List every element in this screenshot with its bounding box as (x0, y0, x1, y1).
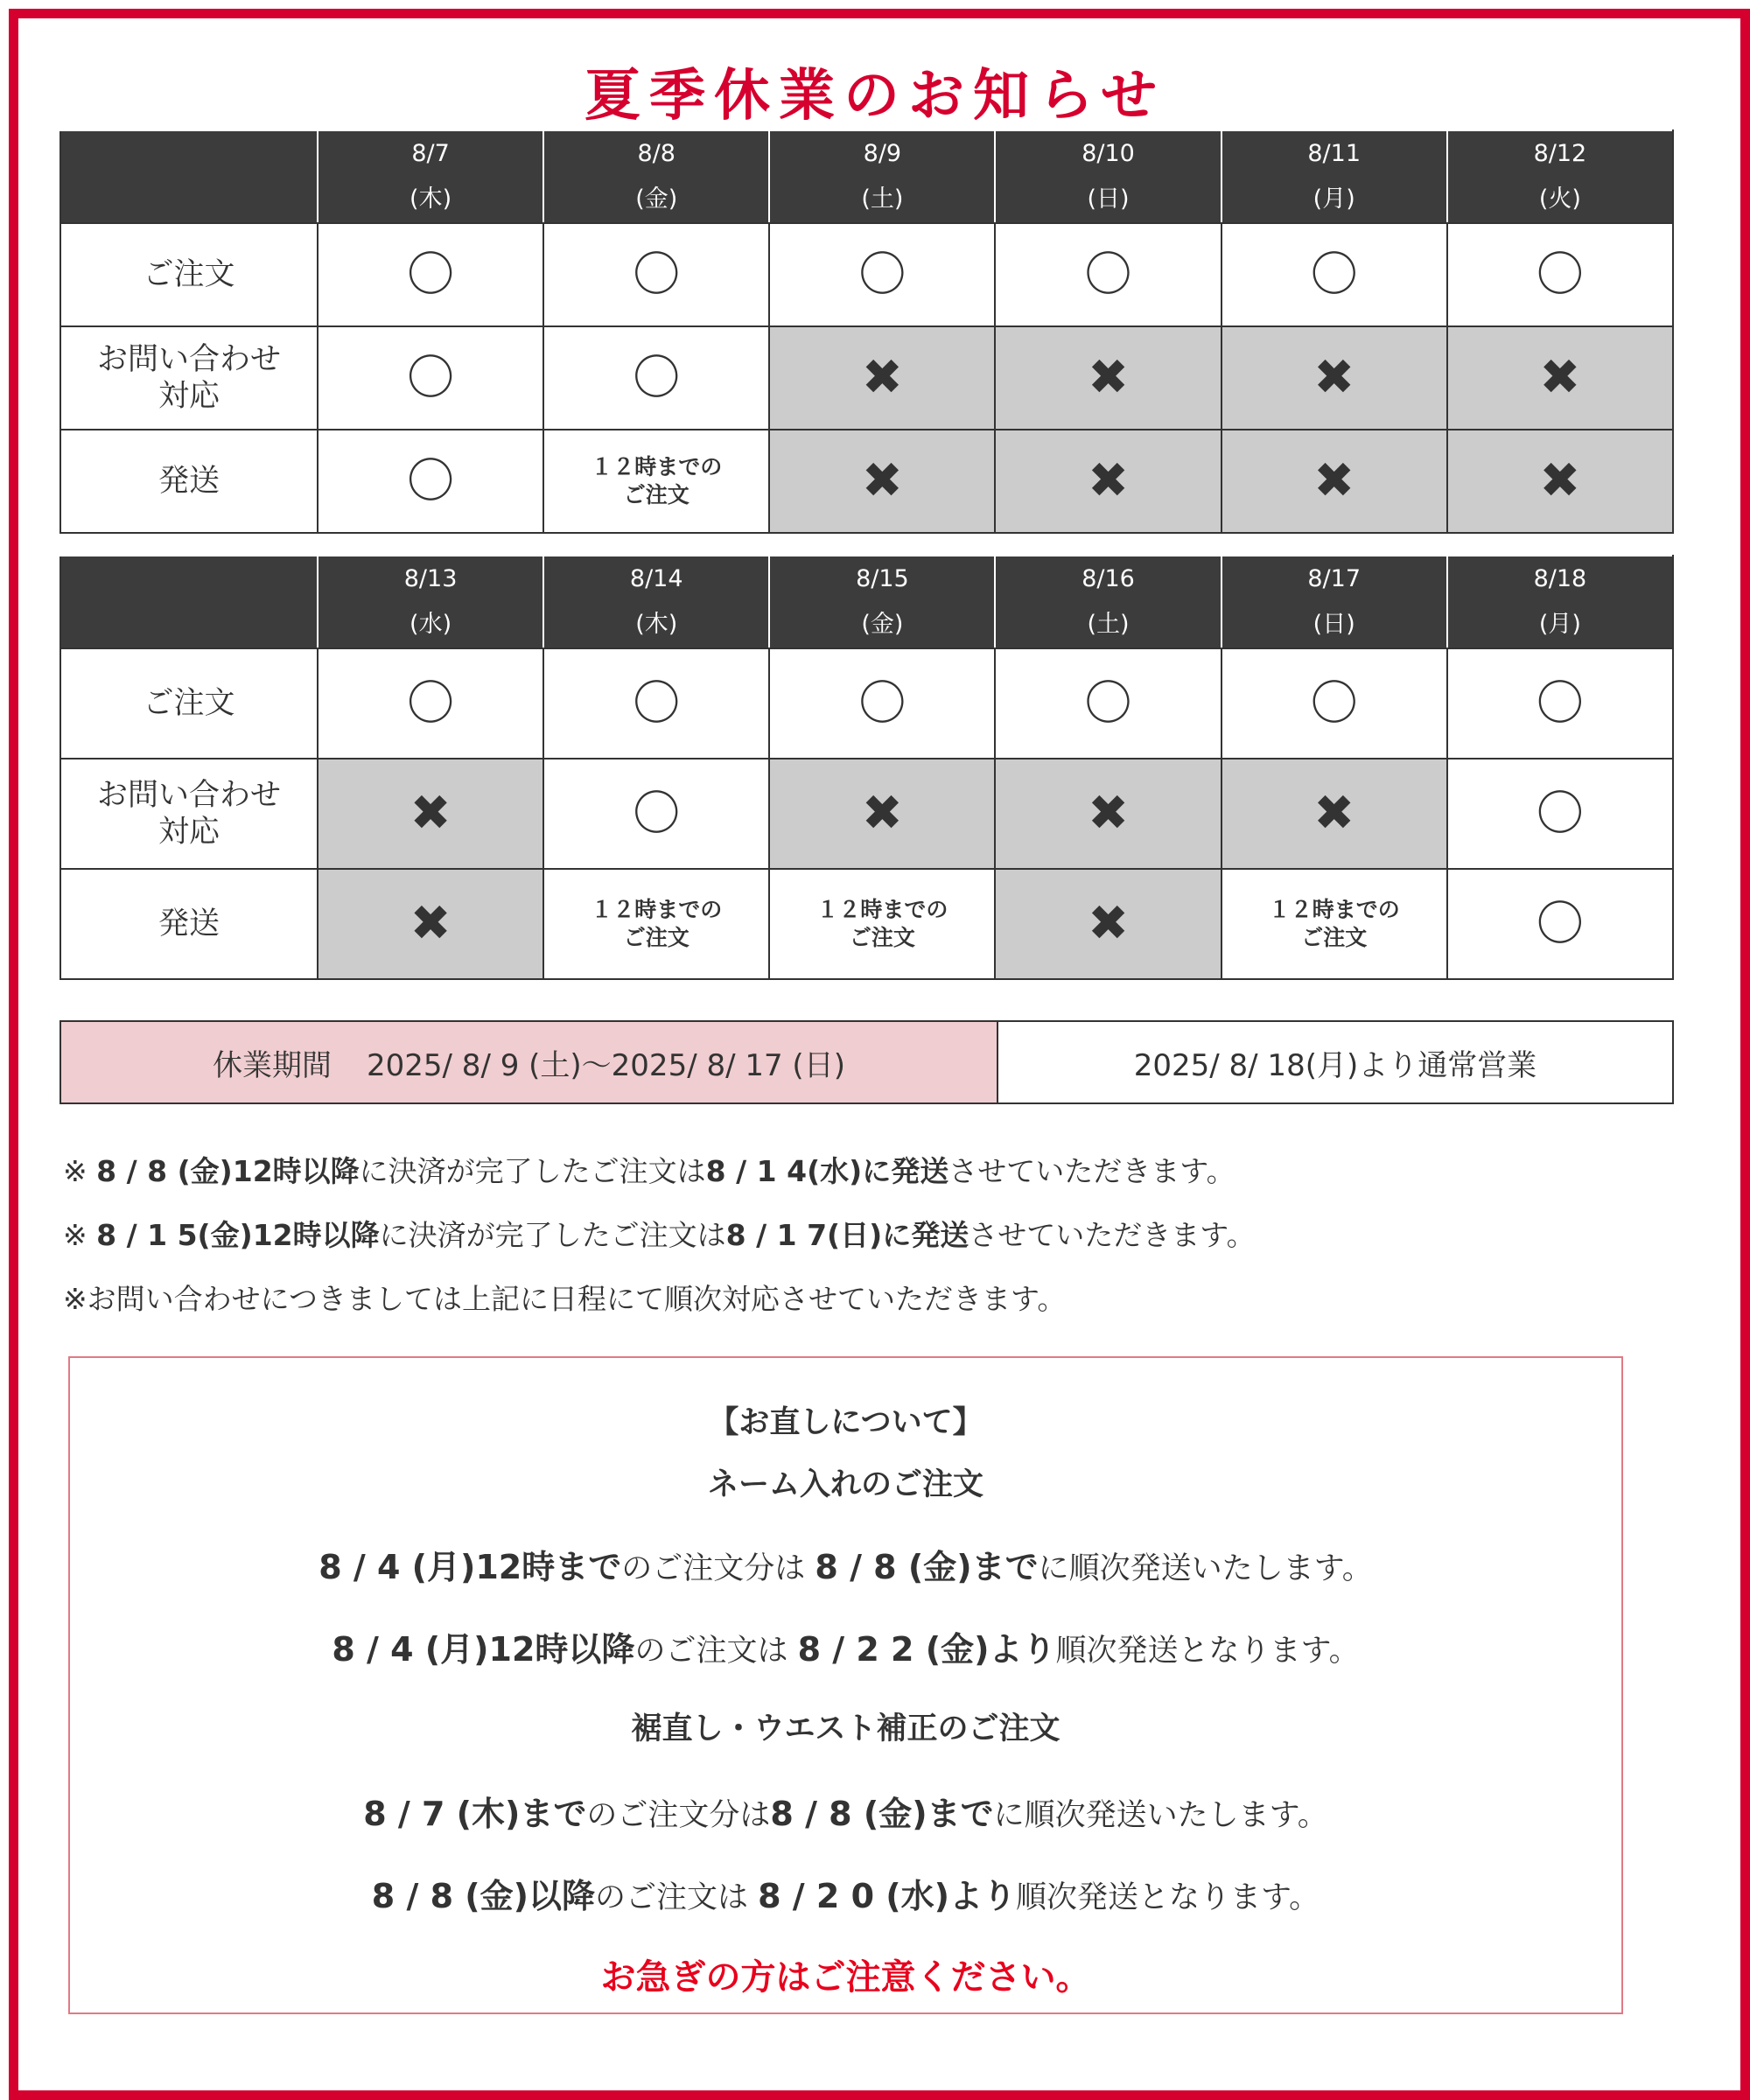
cross-mark-icon: ✖ (1313, 452, 1355, 509)
row-label-shipping: 発送 (60, 869, 318, 979)
status-cell-open (1447, 869, 1673, 979)
status-cell-closed (1447, 430, 1673, 533)
cutoff-note: １２時までの ご注文 (591, 454, 723, 508)
cross-mark-icon: ✖ (1313, 349, 1355, 406)
cross-mark-icon: ✖ (1088, 452, 1129, 509)
closure-period (61, 1022, 998, 1102)
cross-mark-icon: ✖ (1088, 349, 1129, 406)
row-label-shipping: 発送 (60, 430, 318, 533)
table-row-shipping (60, 869, 1673, 979)
weekday-label: (土) (1087, 611, 1130, 638)
date-header (543, 556, 769, 648)
date-label: 8/9 (863, 140, 902, 167)
weekday-label: (木) (410, 186, 452, 213)
hem-order-line-1: 8 / 7 (木)までのご注文分は8 / 8 (金)までに順次発送いたします。 (363, 1795, 1328, 1833)
name-order-heading: ネーム入れのご注文 (707, 1467, 984, 1502)
date-label: 8/11 (1307, 140, 1362, 167)
date-label: 8/13 (403, 565, 458, 592)
status-cell-note (543, 430, 769, 533)
weekday-label: (日) (1087, 186, 1130, 213)
weekday-label: (火) (1538, 186, 1581, 213)
circle-mark-icon: 〇 (633, 247, 681, 302)
date-label: 8/12 (1533, 140, 1587, 167)
date-label: 8/17 (1307, 565, 1362, 592)
schedule-table-2 (60, 555, 1674, 980)
weekday-label: (土) (861, 186, 904, 213)
date-label: 8/18 (1533, 565, 1587, 592)
alteration-info-box (68, 1356, 1623, 2014)
cross-mark-icon: ✖ (861, 349, 903, 406)
status-cell-closed (1222, 759, 1447, 869)
circle-mark-icon: 〇 (1536, 247, 1584, 302)
status-cell-note (769, 869, 995, 979)
status-cell-open (543, 326, 769, 430)
status-cell-open (543, 223, 769, 326)
schedule-table-1 (60, 130, 1674, 534)
cutoff-note: １２時までの ご注文 (1268, 897, 1400, 950)
table-row-shipping (60, 430, 1673, 533)
row-label-order: ご注文 (60, 223, 318, 326)
weekday-label: (金) (861, 611, 904, 638)
date-header (1447, 130, 1673, 223)
status-cell-open (769, 223, 995, 326)
circle-mark-icon: 〇 (407, 247, 455, 302)
status-cell-closed (769, 759, 995, 869)
date-label: 8/10 (1082, 140, 1135, 167)
circle-mark-icon: 〇 (1084, 247, 1132, 302)
note-1: ※ 8 / 8 (金)12時以降に決済が完了したご注文は8 / 1 4(水)に発送させていただきます。 (63, 1154, 1236, 1188)
circle-mark-icon: 〇 (1536, 786, 1584, 841)
status-cell-open (1447, 648, 1673, 759)
status-cell-closed (995, 759, 1221, 869)
notes-section (63, 1139, 1682, 1331)
circle-mark-icon: 〇 (1084, 676, 1132, 731)
cutoff-note: １２時までの ご注文 (591, 897, 723, 950)
date-label: 8/14 (629, 565, 683, 592)
urgent-warning: お急ぎの方はご注意ください。 (600, 1957, 1091, 1998)
cross-mark-icon: ✖ (1088, 785, 1129, 842)
status-cell-open (543, 759, 769, 869)
circle-mark-icon: 〇 (1536, 896, 1584, 951)
circle-mark-icon: 〇 (407, 350, 455, 405)
circle-mark-icon: 〇 (858, 247, 906, 302)
status-cell-closed (769, 430, 995, 533)
weekday-label: (水) (410, 611, 452, 638)
cross-mark-icon: ✖ (410, 895, 452, 952)
status-cell-open (1222, 223, 1447, 326)
weekday-label: (木) (635, 611, 678, 638)
date-header (318, 556, 543, 648)
status-cell-open (318, 648, 543, 759)
cross-mark-icon: ✖ (861, 785, 903, 842)
status-cell-open (318, 223, 543, 326)
status-cell-closed (1222, 430, 1447, 533)
header-corner (60, 556, 318, 648)
status-cell-open (769, 648, 995, 759)
closure-period-range: 2025/ 8/ 9 (土)〜2025/ 8/ 17 (日) (367, 1047, 845, 1083)
resume-date: 2025/ 8/ 18(月)より通常営業 (1133, 1047, 1537, 1083)
status-cell-open (1447, 223, 1673, 326)
status-cell-open (995, 223, 1221, 326)
circle-mark-icon: 〇 (633, 350, 681, 405)
table-row-order (60, 648, 1673, 759)
date-header (995, 130, 1221, 223)
page-title: 夏季休業のお知らせ (584, 64, 1166, 129)
status-cell-closed (995, 326, 1221, 430)
name-order-line-2: 8 / 4 (月)12時以降のご注文は 8 / 2 2 (金)より順次発送となります。 (332, 1630, 1360, 1669)
hem-order-heading: 裾直し・ウエスト補正のご注文 (631, 1712, 1060, 1746)
date-label: 8/8 (637, 140, 676, 167)
status-cell-closed (1447, 326, 1673, 430)
cross-mark-icon: ✖ (410, 785, 452, 842)
status-cell-closed (769, 326, 995, 430)
name-order-line-1: 8 / 4 (月)12時までのご注文分は 8 / 8 (金)までに順次発送いたします。 (318, 1548, 1373, 1586)
date-header (1447, 556, 1673, 648)
note-2: ※ 8 / 1 5(金)12時以降に決済が完了したご注文は8 / 1 7(日)に発送させていただきます。 (63, 1218, 1256, 1252)
header-row (60, 556, 1673, 648)
circle-mark-icon: 〇 (407, 453, 455, 508)
circle-mark-icon: 〇 (1310, 676, 1358, 731)
note-3: ※お問い合わせにつきましては上記に日程にて順次対応させていただきます。 (63, 1282, 1067, 1316)
closure-period-label: 休業期間 (213, 1047, 332, 1083)
weekday-label: (日) (1312, 611, 1355, 638)
date-header (1222, 556, 1447, 648)
status-cell-closed (318, 869, 543, 979)
circle-mark-icon: 〇 (1310, 247, 1358, 302)
status-cell-open (318, 326, 543, 430)
status-cell-closed (995, 430, 1221, 533)
circle-mark-icon: 〇 (407, 676, 455, 731)
status-cell-closed (318, 759, 543, 869)
table-row-inquiry (60, 759, 1673, 869)
date-header (1222, 130, 1447, 223)
date-header (769, 556, 995, 648)
cross-mark-icon: ✖ (1088, 895, 1129, 952)
table-row-inquiry (60, 326, 1673, 430)
date-label: 8/7 (411, 140, 450, 167)
date-header (318, 130, 543, 223)
header-row (60, 130, 1673, 223)
status-cell-note (1222, 869, 1447, 979)
status-cell-open (318, 430, 543, 533)
date-header (543, 130, 769, 223)
row-label-inquiry: お問い合わせ 対応 (60, 759, 318, 869)
circle-mark-icon: 〇 (633, 786, 681, 841)
date-label: 8/16 (1082, 565, 1135, 592)
date-header (769, 130, 995, 223)
weekday-label: (月) (1538, 611, 1581, 638)
weekday-label: (金) (635, 186, 678, 213)
header-corner (60, 130, 318, 223)
status-cell-closed (1222, 326, 1447, 430)
cross-mark-icon: ✖ (1539, 452, 1581, 509)
cutoff-note: １２時までの ご注文 (816, 897, 948, 950)
weekday-label: (月) (1312, 186, 1355, 213)
date-label: 8/15 (856, 565, 909, 592)
cross-mark-icon: ✖ (1539, 349, 1581, 406)
alteration-heading: 【お直しについて】 (708, 1405, 984, 1440)
status-cell-note (543, 869, 769, 979)
status-cell-open (995, 648, 1221, 759)
circle-mark-icon: 〇 (633, 676, 681, 731)
closure-period-bar (60, 1020, 1674, 1104)
status-cell-closed (995, 869, 1221, 979)
cross-mark-icon: ✖ (1313, 785, 1355, 842)
status-cell-open (543, 648, 769, 759)
date-header (995, 556, 1221, 648)
hem-order-line-2: 8 / 8 (金)以降のご注文は 8 / 2 0 (水)より順次発送となります。 (371, 1877, 1320, 1915)
cross-mark-icon: ✖ (861, 452, 903, 509)
row-label-order: ご注文 (60, 648, 318, 759)
circle-mark-icon: 〇 (858, 676, 906, 731)
row-label-inquiry: お問い合わせ 対応 (60, 326, 318, 430)
status-cell-open (1222, 648, 1447, 759)
status-cell-open (1447, 759, 1673, 869)
circle-mark-icon: 〇 (1536, 676, 1584, 731)
table-row-order (60, 223, 1673, 326)
